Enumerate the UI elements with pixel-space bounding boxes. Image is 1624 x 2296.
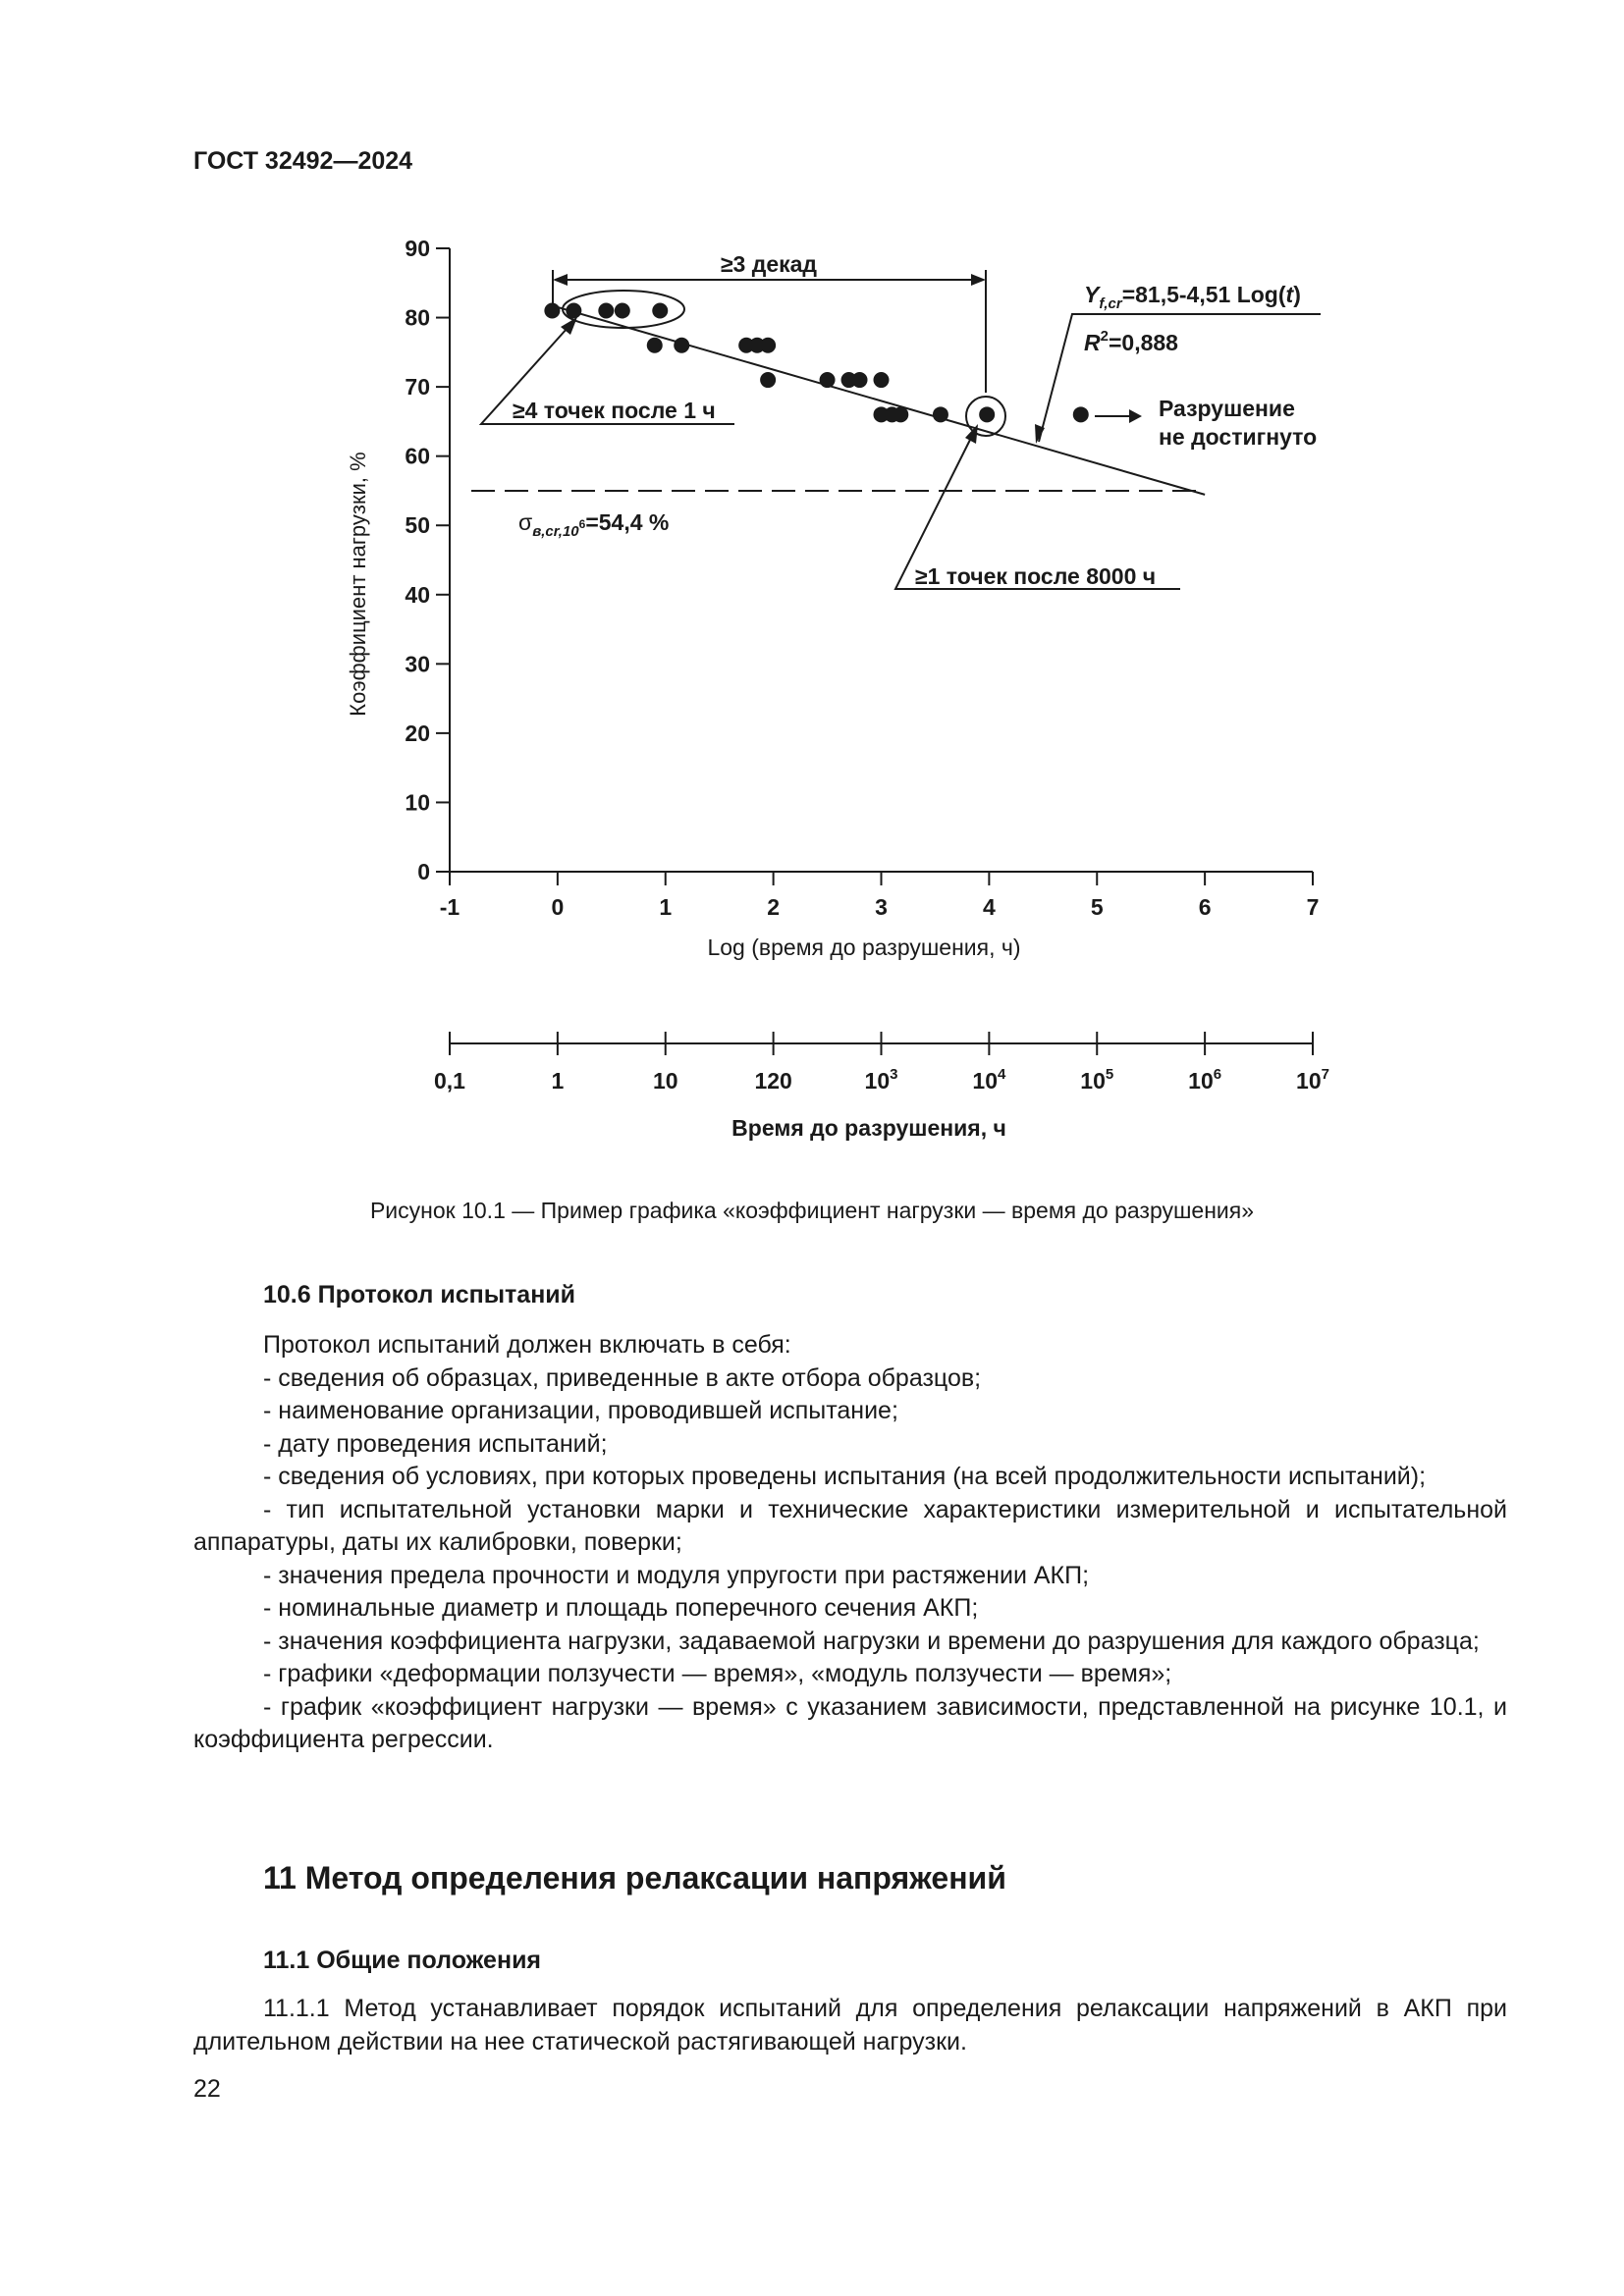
protocol-item: - сведения об условиях, при которых проведены испытания (на всей продолжительности испытаний); [263, 1463, 1427, 1490]
decades-arrow-left-head [553, 274, 568, 286]
data-point [852, 372, 868, 388]
data-point [760, 372, 776, 388]
runout-point [1073, 406, 1089, 422]
x-tick-label: 0 [551, 894, 565, 920]
data-point [893, 406, 908, 422]
figure-caption: Рисунок 10.1 — Пример графика «коэффициент нагрузки — время до разрушения» [369, 1198, 1255, 1223]
y-axis-label: Коэффициент нагрузки, % [346, 452, 370, 717]
y-tick-label: 20 [405, 720, 430, 746]
y-tick-label: 60 [405, 443, 430, 469]
x-tick-label: 3 [875, 894, 888, 920]
secondary-tick-label: 120 [754, 1068, 792, 1094]
y-tick-label: 0 [417, 859, 430, 884]
regression-equation: $Y_{f,cr}=81,5-4,51$ Log(t) [1084, 282, 1301, 312]
data-point [615, 303, 630, 319]
y-tick-label: 40 [405, 581, 430, 608]
x-tick-label: 2 [767, 894, 781, 920]
x-axis-label: Log (время до разрушения, ч) [707, 934, 1021, 960]
secondary-tick-label: 1 [551, 1068, 565, 1094]
secondary-tick-label: $10^4$ [972, 1066, 1006, 1094]
document-header: ГОСТ 32492—2024 [193, 147, 413, 175]
decades-label: ≥3 декад [720, 251, 818, 277]
page-number: 22 [193, 2075, 221, 2103]
section-10-6-heading: 10.6 Протокол испытаний [263, 1281, 576, 1308]
protocol-item: - сведения об образцах, приведенные в акте отбора образцов; [263, 1363, 982, 1392]
x-axis-ticks [440, 872, 1320, 920]
secondary-axis-ticks [434, 1032, 1329, 1094]
runout-arrow-head [1129, 409, 1142, 423]
protocol-item: - значения коэффициента нагрузки, задаваемой нагрузки и времени до разрушения для каждого образца; [263, 1627, 1480, 1655]
section-11-1-1-paragraph: 11.1.1 Метод устанавливает порядок испытаний для определения релаксации напряжений в АКП при длительном действии на нее статической растягивающей нагрузки. [193, 1995, 1507, 2056]
protocol-item: - дату проведения испытаний; [263, 1429, 608, 1458]
secondary-tick-label: 0,1 [434, 1068, 465, 1094]
runout-label-1: Разрушение [1159, 396, 1295, 421]
protocol-item: - наименование организации, проводившей испытание; [263, 1397, 898, 1424]
x-tick-label: 7 [1306, 894, 1320, 920]
data-point [933, 406, 948, 422]
y-tick-label: 50 [405, 512, 430, 539]
protocol-intro: Протокол испытаний должен включать в себя: [263, 1331, 791, 1359]
secondary-tick-label: $10^6$ [1188, 1066, 1222, 1094]
protocol-item: - график «коэффициент нагрузки — время» с указанием зависимости, представленной на рисунке 10.1, и коэффициента регрессии. [193, 1692, 1507, 1753]
protocol-item: - номинальные диаметр и площадь поперечного сечения АКП; [263, 1594, 979, 1622]
data-point [760, 338, 776, 353]
section-11-1-heading: 11.1 Общие положения [263, 1947, 542, 1974]
section-11-1-body [193, 1993, 1507, 2058]
data-point [598, 303, 614, 319]
protocol-item: - тип испытательной установки марки и технические характеристики измерительной и испытательной аппаратуры, даты их калибровки, поверки; [193, 1495, 1507, 1556]
decades-arrow-right-head [971, 274, 986, 286]
equation-leader [1039, 314, 1321, 442]
secondary-tick-label: 10 [652, 1068, 678, 1094]
x-tick-label: 1 [659, 894, 673, 920]
data-point [979, 406, 995, 422]
y-tick-label: 70 [405, 374, 430, 400]
secondary-tick-label: $10^5$ [1080, 1066, 1114, 1094]
secondary-tick-label: $10^7$ [1296, 1066, 1329, 1094]
x-tick-label: 6 [1198, 894, 1212, 920]
data-point [820, 372, 836, 388]
y-tick-label: 30 [405, 651, 430, 677]
protocol-item: - значения предела прочности и модуля упругости при растяжении АКП; [263, 1561, 1090, 1589]
y-tick-label: 80 [405, 304, 430, 331]
runout-label-2: не достигнуто [1159, 424, 1318, 450]
x-tick-label: 4 [982, 894, 996, 920]
regression-r2: $R^2=0,888$ [1084, 328, 1178, 355]
y-axis-ticks [405, 236, 450, 884]
data-point [874, 372, 890, 388]
data-point [652, 303, 668, 319]
four-points-label: ≥4 точек после 1 ч [513, 398, 716, 423]
section-10-6-body [193, 1329, 1507, 1757]
secondary-axis-label: Время до разрушения, ч [731, 1115, 1006, 1141]
x-tick-label: -1 [439, 894, 460, 920]
threshold-label: $\sigma_{в,cr,10}^6=54,4$ % [518, 509, 670, 540]
protocol-item: - графики «деформации ползучести — время», «модуль ползучести — время»; [263, 1660, 1172, 1687]
y-tick-label: 90 [405, 236, 430, 261]
section-11-heading: 11 Метод определения релаксации напряжений [263, 1860, 1006, 1896]
data-point [647, 338, 663, 353]
data-point [674, 338, 689, 353]
one-point-label: ≥1 точек после 8000 ч [915, 563, 1157, 589]
y-tick-label: 10 [405, 789, 430, 816]
secondary-tick-label: $10^3$ [864, 1066, 898, 1094]
chart-axes [450, 248, 1313, 872]
x-tick-label: 5 [1090, 894, 1104, 920]
